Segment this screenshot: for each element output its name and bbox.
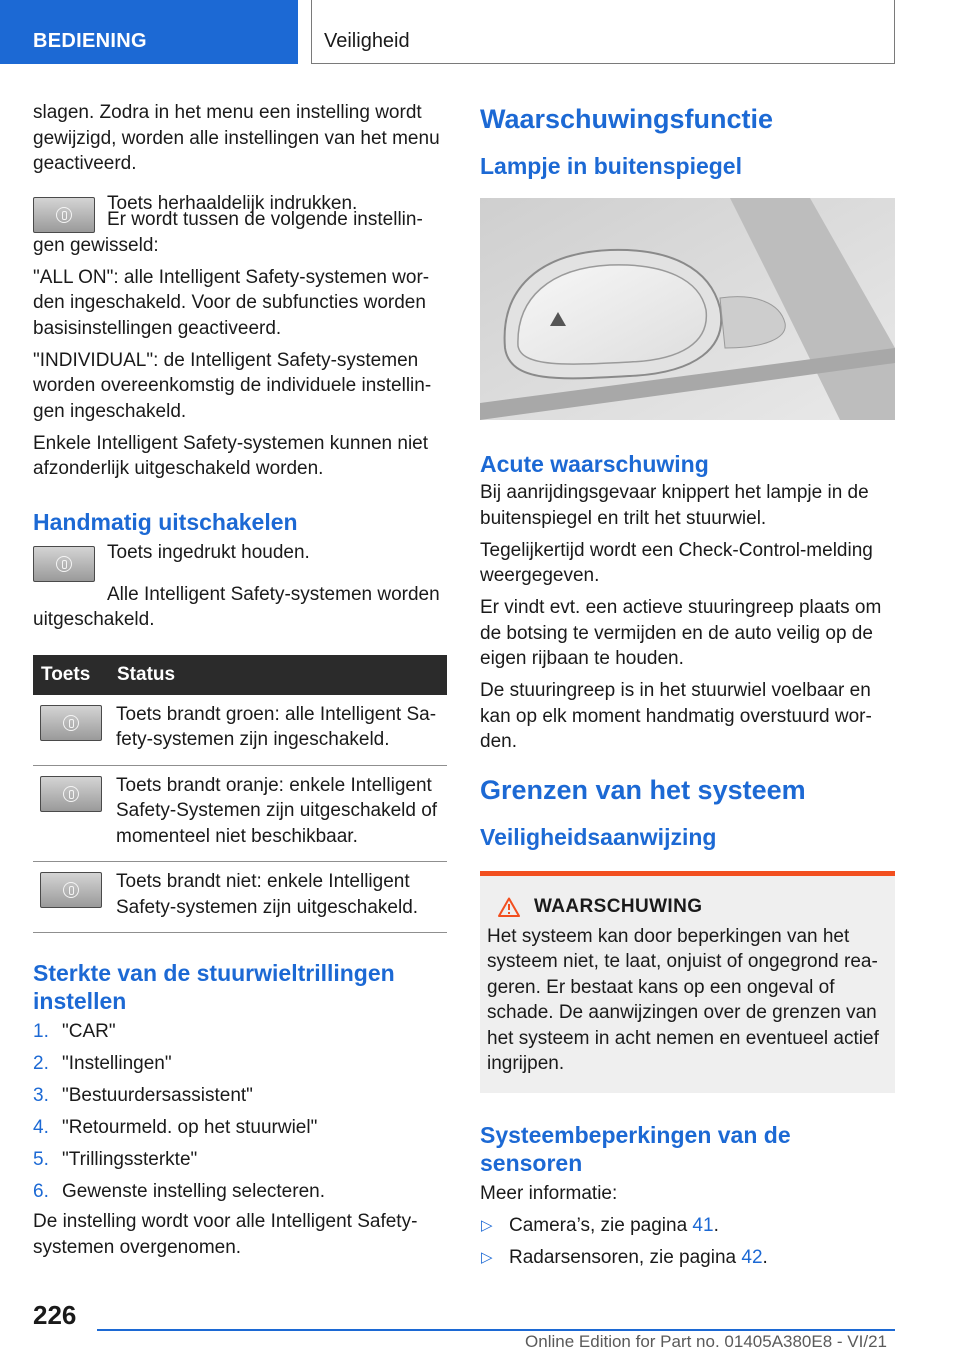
table-row xyxy=(33,862,447,933)
section-title: BEDIENING xyxy=(33,30,147,52)
table-row xyxy=(33,765,447,862)
acute-paragraph-3: Er vindt evt. een actieve stuuringreep plaats om de botsing te vermijden en de auto veilig op de eigen rijbaan te houden. xyxy=(480,597,882,669)
section-tab xyxy=(0,0,298,64)
footer-divider xyxy=(97,1329,895,1331)
side-mirror-image xyxy=(480,198,895,420)
outro-paragraph: De instelling wordt voor alle Intelligent Safety-systemen overgenomen. xyxy=(33,1211,418,1258)
left-column xyxy=(33,100,447,1267)
button-instruction-2 xyxy=(33,540,447,582)
table-header-button: Toets xyxy=(33,655,109,695)
acute-paragraph-4: De stuuringreep is in het stuurwiel voelbaar en kan op elk moment handmatig overstuurd worden. xyxy=(480,680,872,752)
heading-safety-note: Veiligheidsaanwijzing xyxy=(480,823,717,850)
heading-sensor-limits: Systeembeperkingen van de sensoren xyxy=(480,1121,791,1176)
steps-list xyxy=(33,1019,447,1204)
triangle-right-icon: ▷ xyxy=(481,1248,493,1266)
reference-list xyxy=(480,1213,895,1270)
list-item: 1. "CAR" xyxy=(33,1021,116,1042)
button-green-icon xyxy=(40,705,102,741)
acute-paragraph-2: Tegelijkertijd wordt een Check-Control-melding weergegeven. xyxy=(480,539,873,586)
status-cell: Toets brandt oranje: enkele Intelligent Safety-Systemen zijn uitgeschakeld of momenteel niet beschikbaar. xyxy=(109,765,447,862)
instruction-toggle-text: Er wordt tussen de volgende instellingen gewisseld: xyxy=(33,209,423,256)
footer-edition: Online Edition for Part no. 01405A380E8 - VI/21 xyxy=(525,1332,887,1351)
side-mirror-illustration xyxy=(480,198,895,420)
instruction-hold: Toets ingedrukt houden. xyxy=(107,541,310,563)
table-header-status: Status xyxy=(109,655,447,695)
chapter-title: Veiligheid xyxy=(324,30,410,52)
list-item: 2. "Instellingen" xyxy=(33,1053,172,1074)
warning-text: Het systeem kan door beperkingen van het systeem niet, te laat, onjuist of ongegrond reageren. Er bestaat kans op een ongeval of schade. De aanwijzingen over de grenzen van het systeem in acht nemen en eventueel actief ingrijpen. xyxy=(487,925,879,1074)
list-item: 5. "Trillingssterkte" xyxy=(33,1149,198,1170)
heading-system-limits: Grenzen van het systeem xyxy=(480,774,806,805)
heading-manual-off: Handmatig uitschakelen xyxy=(33,508,298,535)
instruction-detail-2: Alle Intelligent Safety-systemen worden uitgeschakeld. xyxy=(33,583,440,630)
warning-box xyxy=(480,871,895,1093)
all-on-paragraph: "ALL ON": alle Intelligent Safety-systemen worden ingeschakeld. Voor de subfuncties worden basisinstellingen geactiveerd. xyxy=(33,266,430,339)
heading-warning-function: Waarschuwingsfunctie xyxy=(480,104,774,134)
more-info-label: Meer informatie: xyxy=(480,1182,618,1204)
page-number: 226 xyxy=(33,1300,77,1330)
button-off-icon xyxy=(40,872,102,908)
right-column xyxy=(480,100,895,1277)
list-item: 4. "Retourmeld. op het stuurwiel" xyxy=(33,1117,318,1138)
status-cell: Toets brandt groen: alle Intelligent Safety-systemen zijn ingeschakeld. xyxy=(109,695,447,766)
acute-paragraph-1: Bij aanrijdingsgevaar knippert het lampje in de buitenspiegel en trilt het stuurwiel. xyxy=(480,482,869,529)
list-item: 3. "Bestuurdersassistent" xyxy=(33,1085,253,1106)
triangle-right-icon: ▷ xyxy=(481,1216,493,1234)
status-cell: Toets brandt niet: enkele Intelligent Safety-systemen zijn uitgeschakeld. xyxy=(109,862,447,933)
list-item: ▷ Camera’s, zie pagina 41. xyxy=(481,1214,719,1236)
some-off-paragraph: Enkele Intelligent Safety-systemen kunnen niet afzonderlijk uitgeschakeld worden. xyxy=(33,432,429,479)
intelligent-safety-button-icon xyxy=(33,546,95,582)
instruction-press-repeatedly: Toets herhaaldelijk indrukken. xyxy=(107,192,358,214)
status-table xyxy=(33,655,447,934)
list-item: ▷ Radarsensoren, zie pagina 42. xyxy=(481,1246,768,1268)
list-item: 6. Gewenste instelling selecteren. xyxy=(33,1181,325,1202)
individual-paragraph: "INDIVIDUAL": de Intelligent Safety-systemen worden overeenkomstig de individuele instellingen ingeschakeld. xyxy=(33,349,432,422)
warning-title: WAARSCHUWING xyxy=(534,895,703,917)
intelligent-safety-button-icon xyxy=(33,197,95,233)
link-page-42[interactable]: 42 xyxy=(741,1246,763,1268)
heading-mirror-lamp: Lampje in buitenspiegel xyxy=(480,153,742,179)
chapter-tab xyxy=(311,0,895,64)
heading-acute-warning: Acute waarschuwing xyxy=(480,451,709,477)
heading-vibration-strength: Sterkte van de stuurwieltrillingen instellen xyxy=(33,960,395,1014)
link-page-41[interactable]: 41 xyxy=(692,1214,714,1236)
warning-triangle-icon xyxy=(498,897,520,917)
intro-paragraph: slagen. Zodra in het menu een instelling wordt gewijzigd, worden alle instellingen van het menu geactiveerd. xyxy=(33,102,440,174)
button-orange-icon xyxy=(40,776,102,812)
table-row xyxy=(33,695,447,766)
